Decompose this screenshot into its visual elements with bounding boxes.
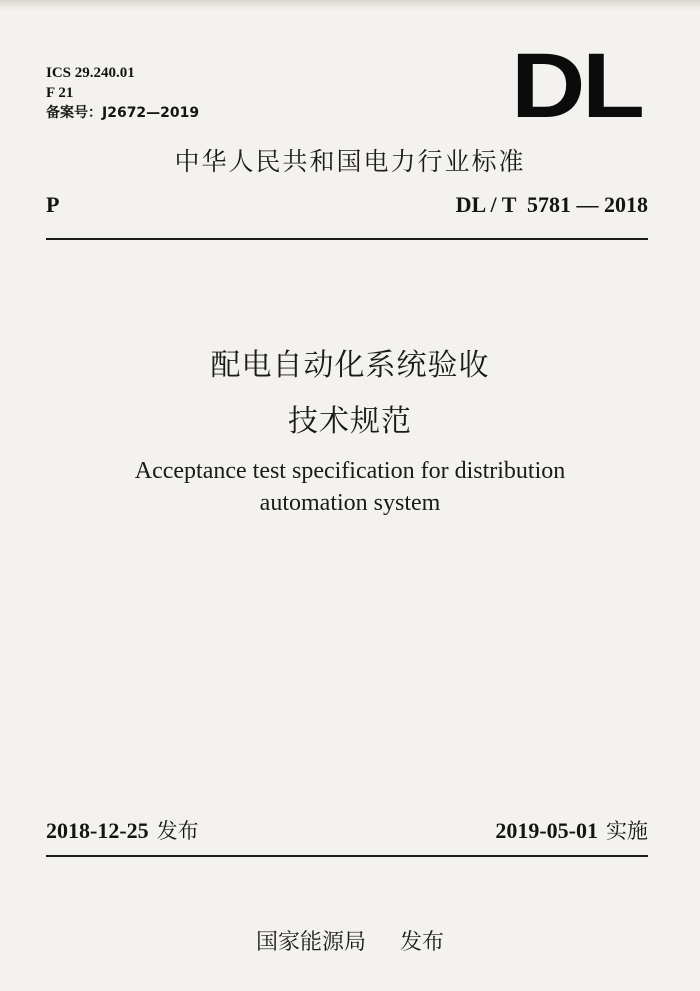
- issue-date: 2018-12-25: [46, 818, 149, 843]
- class-code: P: [46, 192, 60, 217]
- implement-date-block: [495, 815, 648, 845]
- title-cn-line1: 配电自动化系统验收: [210, 348, 490, 383]
- publisher-action: 发布: [400, 930, 445, 955]
- scan-top-edge: [0, 0, 700, 10]
- record-number: 备案号：J2672—2019: [46, 105, 200, 121]
- publisher-name: 国家能源局: [255, 930, 366, 955]
- ccs-code: F 21: [46, 85, 74, 101]
- top-divider: [46, 238, 648, 240]
- implement-date: 2019-05-01: [495, 818, 598, 843]
- ics-code: ICS 29.240.01: [46, 65, 135, 81]
- issue-date-block: [46, 815, 199, 845]
- publisher-block: [0, 925, 700, 956]
- implement-label: 实施: [606, 819, 648, 843]
- title-en-line1: Acceptance test specification for distribution: [134, 458, 566, 484]
- standard-number: DL / T 5781 — 2018: [455, 192, 648, 217]
- title-cn-line2: 技术规范: [288, 404, 412, 439]
- bottom-divider: [46, 855, 648, 857]
- issue-label: 发布: [156, 819, 199, 843]
- classification-block: [46, 63, 199, 123]
- industry-standard-title: 中华人民共和国电力行业标准: [174, 147, 526, 176]
- dl-logo: DL: [511, 35, 642, 137]
- title-en-line2: automation system: [259, 490, 441, 516]
